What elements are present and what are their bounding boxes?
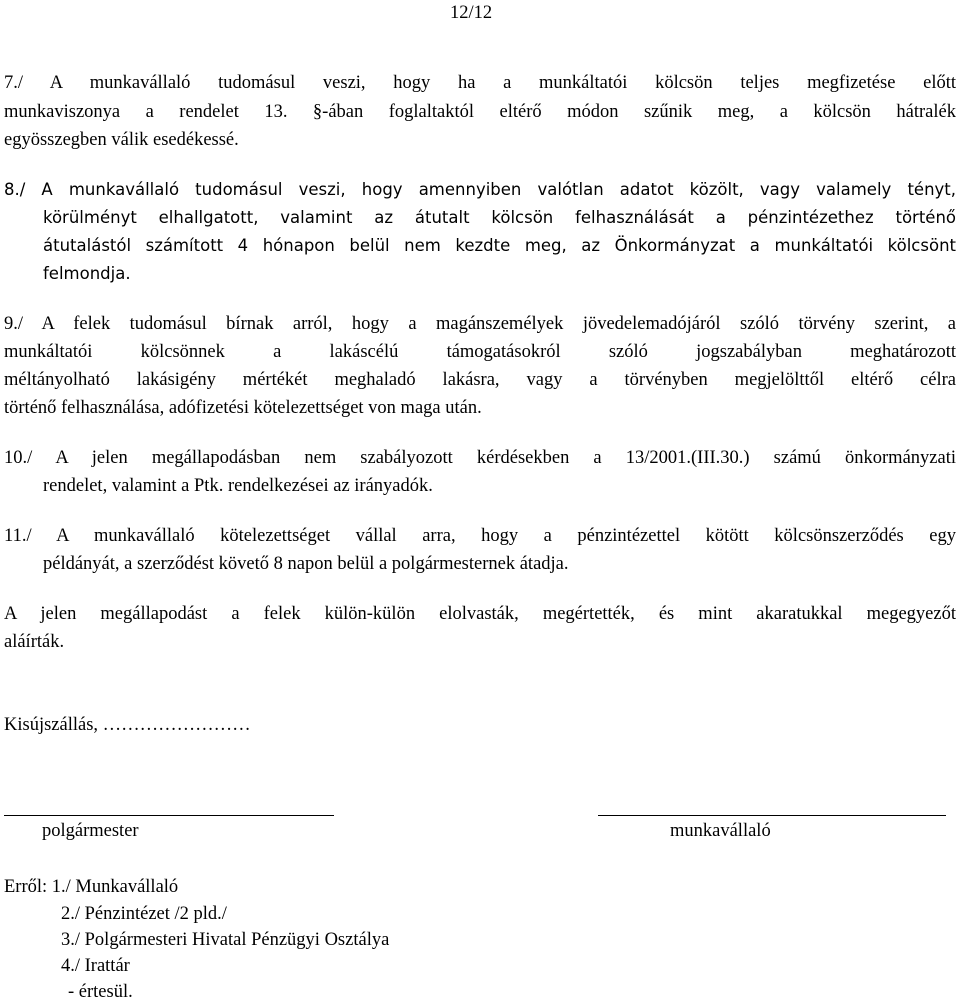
distribution-heading: Erről: 1./ Munkavállaló [4, 877, 179, 897]
closing-line: A jelen megállapodást a felek külön-külön elolvasták, megértették, és mint akaratukkal megegyezőt [4, 604, 956, 624]
distribution-item: 3./ Polgármesteri Hivatal Pénzügyi Osztálya [61, 930, 390, 950]
paragraph-9-line: méltányolható lakásigény mértékét meghaladó lakásra, vagy a törvényben megjelölttől eltérő célra [4, 370, 956, 390]
paragraph-10-line: rendelet, valamint a Ptk. rendelkezései az irányadók. [43, 476, 433, 496]
signature-label-mayor: polgármester [42, 821, 139, 841]
paragraph-8-line: felmondja. [43, 264, 131, 283]
paragraph-8-line: 8./ A munkavállaló tudomásul veszi, hogy amennyiben valótlan adatot közölt, vagy valamely tényt, [4, 180, 956, 199]
signature-label-employee: munkavállaló [670, 821, 771, 841]
paragraph-7-line: 7./ A munkavállaló tudomásul veszi, hogy ha a munkáltatói kölcsön teljes megfizetése előtt [4, 73, 956, 93]
paragraph-10-line: 10./ A jelen megállapodásban nem szabályozott kérdésekben a 13/2001.(III.30.) számú önkormányzati [4, 448, 956, 468]
place-date: Kisújszállás, …………………… [4, 715, 251, 735]
page-number: 12/12 [450, 3, 493, 23]
paragraph-7-line: egyösszegben válik esedékessé. [4, 130, 239, 150]
paragraph-9-line: munkáltatói kölcsönnek a lakáscélú támogatásokról szóló jogszabályban meghatározott [4, 342, 956, 362]
paragraph-11-line: példányát, a szerződést követő 8 napon belül a polgármesternek átadja. [43, 554, 569, 574]
paragraph-9-line: 9./ A felek tudomásul bírnak arról, hogy a magánszemélyek jövedelemadójáról szóló törvény szerint, a [4, 314, 956, 334]
signature-line-mayor [4, 815, 334, 816]
paragraph-8-line: átutalástól számított 4 hónapon belül nem kezdte meg, az Önkormányzat a munkáltatói kölcsönt [43, 236, 956, 255]
paragraph-9-line: történő felhasználása, adófizetési kötelezettséget von maga után. [4, 398, 482, 418]
distribution-footer: - értesül. [68, 982, 133, 1002]
paragraph-7-line: munkaviszonya a rendelet 13. §-ában foglaltaktól eltérő módon szűnik meg, a kölcsön hátralék [4, 102, 956, 122]
closing-line: aláírták. [4, 632, 65, 652]
distribution-item: 4./ Irattár [61, 956, 130, 976]
distribution-item: 2./ Pénzintézet /2 pld./ [61, 904, 227, 924]
paragraph-8-line: körülményt elhallgatott, valamint az átutalt kölcsön felhasználását a pénzintézethez történő [43, 208, 956, 227]
signature-line-employee [598, 815, 946, 816]
paragraph-11-line: 11./ A munkavállaló kötelezettséget vállal arra, hogy a pénzintézettel kötött kölcsönszerződés egy [4, 526, 956, 546]
